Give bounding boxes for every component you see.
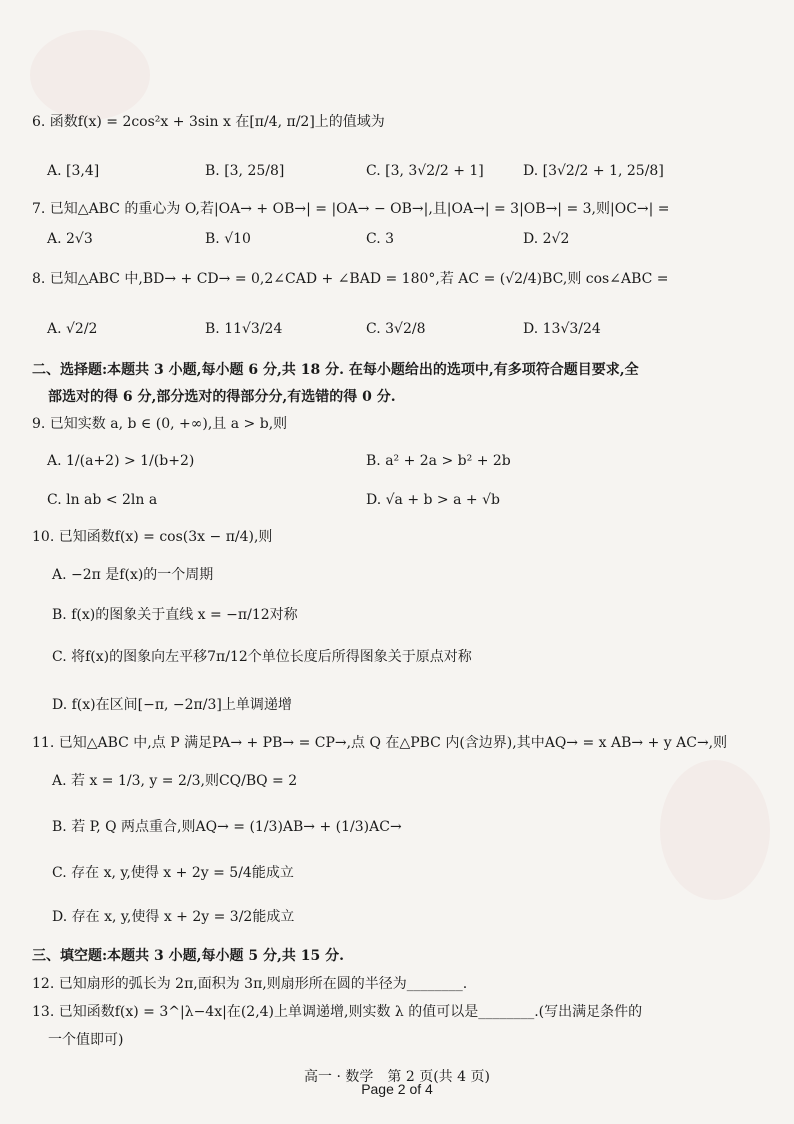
question-9-stem: 9. 已知实数 a, b ∈ (0, +∞),且 a > b,则 <box>32 416 288 432</box>
question-6-option-b: B. [3, 25/8] <box>205 163 285 179</box>
question-13-stem: 13. 已知函数f(x) = 3^|λ−4x|在(2,4)上单调递增,则实数 λ 的值可以是________.(写出满足条件的 <box>32 1004 643 1020</box>
question-7-stem: 7. 已知△ABC 的重心为 O,若|OA→ + OB→| = |OA→ − OB→|,且|OA→| = 3|OB→| = 3,则|OC→| = <box>32 201 670 217</box>
section-2-heading: 二、选择题:本题共 3 小题,每小题 6 分,共 18 分. 在每小题给出的选项中,有多项符合题目要求,全 <box>32 362 639 378</box>
question-8-option-d: D. 13√3/24 <box>523 321 601 337</box>
question-6-option-a: A. [3,4] <box>47 163 100 179</box>
question-8-option-b: B. 11√3/24 <box>205 321 283 337</box>
question-10-option-b: B. f(x)的图象关于直线 x = −π/12对称 <box>52 607 298 623</box>
question-7-option-d: D. 2√2 <box>523 231 570 247</box>
question-10-option-c: C. 将f(x)的图象向左平移7π/12个单位长度后所得图象关于原点对称 <box>52 649 472 665</box>
question-12-stem: 12. 已知扇形的弧长为 2π,面积为 3π,则扇形所在圆的半径为________. <box>32 976 468 992</box>
question-11-option-a: A. 若 x = 1/3, y = 2/3,则CQ/BQ = 2 <box>52 773 298 789</box>
paper-stain <box>30 30 150 120</box>
question-7-option-b: B. √10 <box>205 231 251 247</box>
section-3-heading: 三、填空题:本题共 3 小题,每小题 5 分,共 15 分. <box>32 948 344 964</box>
question-9-option-c: C. ln ab < 2ln a <box>47 492 158 508</box>
question-11-option-d: D. 存在 x, y,使得 x + 2y = 3/2能成立 <box>52 909 295 925</box>
page-footer: 高一 · 数学 第 2 页(共 4 页) <box>304 1069 490 1085</box>
question-11-option-b: B. 若 P, Q 两点重合,则AQ→ = (1/3)AB→ + (1/3)AC→ <box>52 819 402 835</box>
section-2-heading-cont: 部选对的得 6 分,部分选对的得部分分,有选错的得 0 分. <box>48 389 396 405</box>
question-11-option-c: C. 存在 x, y,使得 x + 2y = 5/4能成立 <box>52 865 294 881</box>
question-7-option-c: C. 3 <box>366 231 395 247</box>
question-10-option-d: D. f(x)在区间[−π, −2π/3]上单调递增 <box>52 697 292 713</box>
question-9-option-b: B. a² + 2a > b² + 2b <box>366 453 511 469</box>
question-8-option-a: A. √2/2 <box>47 321 98 337</box>
question-7-option-a: A. 2√3 <box>47 231 93 247</box>
question-6-stem: 6. 函数f(x) = 2cos²x + 3sin x 在[π/4, π/2]上的值域为 <box>32 114 385 130</box>
question-8-option-c: C. 3√2/8 <box>366 321 426 337</box>
question-10-stem: 10. 已知函数f(x) = cos(3x − π/4),则 <box>32 529 273 545</box>
page-number: Page 2 of 4 <box>361 1081 433 1097</box>
question-6-option-d: D. [3√2/2 + 1, 25/8] <box>523 163 664 179</box>
paper-stain <box>660 760 770 900</box>
question-11-stem: 11. 已知△ABC 中,点 P 满足PA→ + PB→ = CP→,点 Q 在△PBC 内(含边界),其中AQ→ = x AB→ + y AC→,则 <box>32 735 728 751</box>
question-9-option-d: D. √a + b > a + √b <box>366 492 500 508</box>
question-8-stem: 8. 已知△ABC 中,BD→ + CD→ = 0,2∠CAD + ∠BAD = 180°,若 AC = (√2/4)BC,则 cos∠ABC = <box>32 271 669 287</box>
question-9-option-a: A. 1/(a+2) > 1/(b+2) <box>47 453 195 469</box>
question-13-stem-cont: 一个值即可) <box>48 1032 124 1048</box>
question-6-option-c: C. [3, 3√2/2 + 1] <box>366 163 484 179</box>
question-10-option-a: A. −2π 是f(x)的一个周期 <box>52 567 214 583</box>
